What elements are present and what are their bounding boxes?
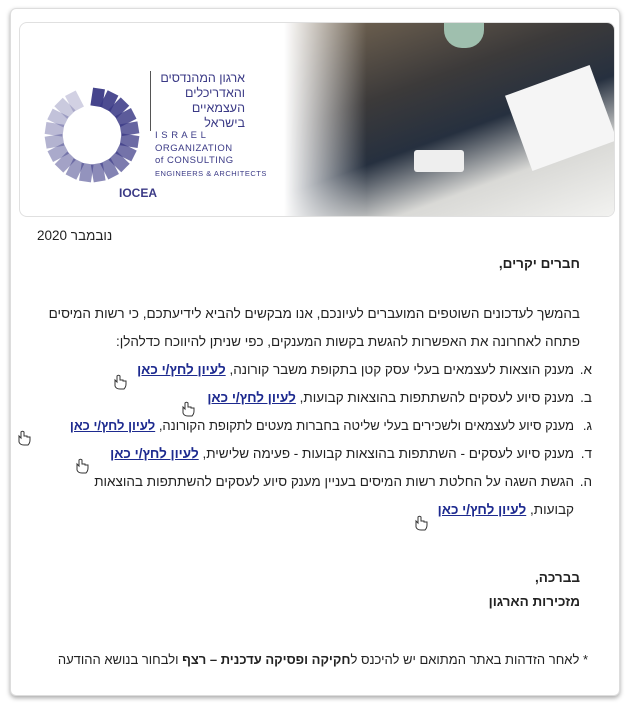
item-text: מענק סיוע לעסקים להשתתפות בהוצאות קבועות, xyxy=(299,390,574,405)
logo-line: I S R A E L xyxy=(155,130,207,141)
logo-ring-icon xyxy=(42,73,147,198)
item-text: הגשת השגה על החלטת רשות המיסים בעניין מענק סיוע לעסקים להשתתפות בהוצאות xyxy=(94,474,574,489)
item-text: מענק סיוע לעצמאים ולשכירים בעלי שליטה בחברות מעטים לתקופת הקורונה, xyxy=(158,418,574,433)
photo-calculator xyxy=(414,150,464,172)
list-item xyxy=(94,474,592,489)
list-item xyxy=(70,418,592,433)
greeting: חברים יקרים, xyxy=(498,256,580,271)
logo-acronym: IOCEA xyxy=(119,186,158,200)
logo-line: בישראל xyxy=(204,116,245,130)
item-marker: ה. xyxy=(579,474,592,489)
read-more-link[interactable]: לעיון לחץ/י כאן xyxy=(69,418,156,433)
footnote-text: * לאחר הזדהות באתר המתואם יש להיכנס ל xyxy=(350,652,588,667)
photo-mask xyxy=(444,23,484,48)
read-more-link[interactable]: לעיון לחץ/י כאן xyxy=(437,502,527,517)
hand-pointer-icon xyxy=(112,374,128,390)
list-item-continued xyxy=(438,502,574,517)
hand-pointer-icon xyxy=(180,401,196,417)
item-marker: ד. xyxy=(580,446,592,461)
read-more-link[interactable]: לעיון לחץ/י כאן xyxy=(110,446,199,461)
logo-line: והאדריכלים xyxy=(184,86,245,100)
item-marker: ג. xyxy=(582,418,592,433)
logo-hebrew xyxy=(150,71,245,131)
date: נובמבר 2020 xyxy=(37,228,113,243)
header-banner xyxy=(19,22,615,217)
item-text: מענק סיוע לעסקים - השתתפות בהוצאות קבועות - פעימה שלישית, xyxy=(202,446,574,461)
logo-line: ארגון המהנדסים xyxy=(160,71,245,85)
list-item xyxy=(110,446,592,461)
photo-paper xyxy=(505,65,615,171)
list-item xyxy=(207,390,592,405)
read-more-link[interactable]: לעיון לחץ/י כאן xyxy=(207,390,296,405)
read-more-link[interactable]: לעיון לחץ/י כאן xyxy=(137,362,226,377)
logo-line: העצמאיים xyxy=(191,101,245,115)
logo-line: ENGINEERS & ARCHITECTS xyxy=(155,168,267,178)
item-marker: א. xyxy=(579,362,592,377)
item-text: מענק הוצאות לעצמאים בעלי עסק קטן בתקופת משבר קורונה, xyxy=(229,362,574,377)
hand-pointer-icon xyxy=(16,430,32,446)
intro-line: בהמשך לעדכונים השוטפים המועברים לעיונכם, אנו מבקשים להביא לידיעתכם, כי רשות המיסים xyxy=(48,306,580,321)
footnote-bold: חקיקה ופסיקה עדכנית – רצף xyxy=(182,652,351,667)
footnote-text: ולבחור בנושא ההודעה xyxy=(57,652,183,667)
footnote xyxy=(58,652,588,667)
signoff-sender: מזכירות הארגון xyxy=(488,594,580,609)
hand-pointer-icon xyxy=(74,458,90,474)
hand-pointer-icon xyxy=(413,515,429,531)
item-marker: ב. xyxy=(580,390,592,405)
list-item xyxy=(137,362,592,377)
signoff-greeting: בברכה, xyxy=(534,570,580,585)
intro-line: פתחה לאחרונה את האפשרות להגשת בקשות המענקים, כפי שניתן להיווכח כדלהלן: xyxy=(115,334,580,349)
item-text: קבועות, xyxy=(530,502,574,517)
logo-line: of CONSULTING xyxy=(155,155,234,166)
banner-photo xyxy=(284,23,614,216)
logo-english xyxy=(155,130,267,180)
logo-line: ORGANIZATION xyxy=(155,142,233,154)
